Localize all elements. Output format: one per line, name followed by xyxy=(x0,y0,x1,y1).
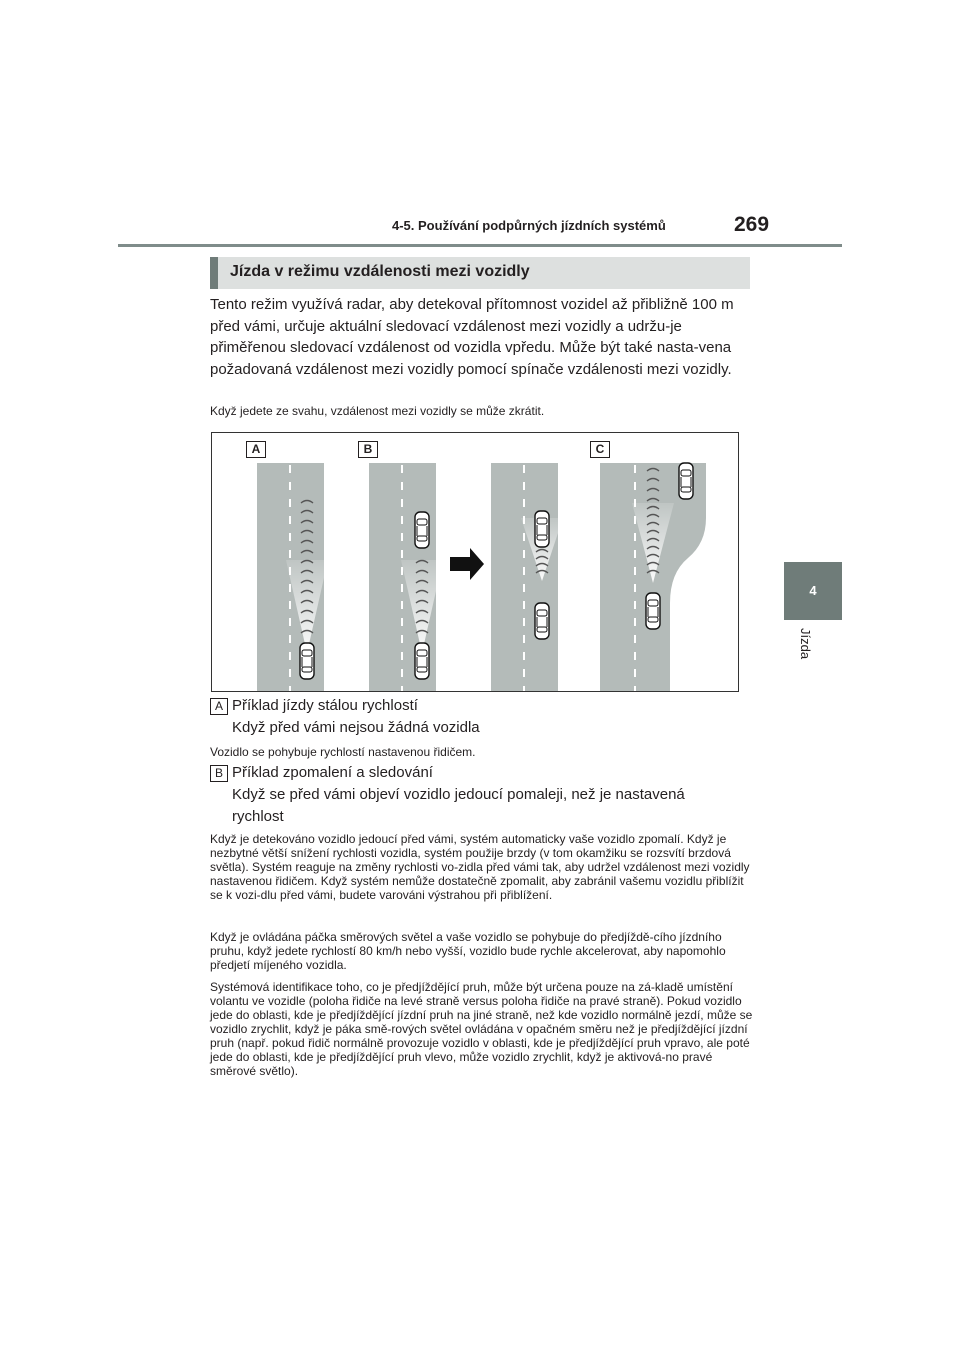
acc-figure xyxy=(211,432,739,692)
own-vehicle-icon xyxy=(535,603,549,639)
chapter-tab: 4 xyxy=(784,562,842,620)
chapter-label: Jízda xyxy=(798,628,813,660)
transition-arrow-icon xyxy=(450,548,484,580)
road-b2 xyxy=(491,463,558,692)
item-b-note-3: Systémová identifikace toho, co je předjíždějící pruh, může být určena pouze na zá-kladě umístění volantu ve vozidle (poloha řidiče na levé straně versus poloha řidiče na pravé straně). Pokud vozidlo jede do oblasti, kde je předjíždějící jízdní pruh na jiné straně, než kde vozidlo normálně jezdí, může se vozidlo zrychlit, když je páka smě-rových světel ovládána v opačném směru než je předjíždějící jízdní pruh (např. pokud řidič normálně provozuje vozidlo v oblasti, kde je předjíždějící pruh vpravo, ale poté jede do oblasti, kde je předjíždějící pruh vlevo, může vozidlo zrychlit, když je aktivová-no pravé směrové světlo). xyxy=(210,980,753,1078)
section-heading-text: Jízda v režimu vzdálenosti mezi vozidly xyxy=(230,263,530,280)
section-title-header: 4-5. Používání podpůrných jízdních systémů xyxy=(392,218,666,233)
preceding-vehicle-icon xyxy=(415,512,429,548)
own-vehicle-icon xyxy=(415,643,429,679)
page-number: 269 xyxy=(734,213,770,236)
section-heading xyxy=(210,257,750,289)
figure-label-a: A xyxy=(246,441,266,458)
item-b-note-2: Když je ovládána páčka směrových světel a vaše vozidlo se pohybuje do předjíždě-cího jízdního pruhu, když jedete rychlostí 80 km/h nebo vyšší, vozidlo bude rychle akcelerovat, aby napomohlo předjetí míjeného vozidla. xyxy=(210,930,726,972)
own-vehicle-icon xyxy=(646,593,660,629)
item-a-subtitle: Když před vámi nejsou žádná vozidla xyxy=(232,719,480,736)
figure-label-c: C xyxy=(590,441,610,458)
preceding-vehicle-icon xyxy=(535,511,549,547)
item-label-b: B xyxy=(210,765,228,782)
item-b-subtitle: Když se před vámi objeví vozidlo jedoucí pomaleji, než je nastavená rychlost xyxy=(232,786,685,825)
item-a-title: Příklad jízdy stálou rychlostí xyxy=(232,697,418,714)
own-vehicle-icon xyxy=(300,643,314,679)
header-divider xyxy=(118,244,842,247)
chapter-label-container xyxy=(784,620,842,700)
item-label-a: A xyxy=(210,698,228,715)
item-b-note-1: Když je detekováno vozidlo jedoucí před vámi, systém automaticky vaše vozidlo zpomalí. Když je nezbytné větší snížení rychlosti vozidla, systém použije brzdy (v tom okamžiku se rozsvítí brzdová světla). Systém reaguje na změny rychlosti vo-zidla před vámi tak, aby udržel vzdálenost mezi vozidly nastavenou řidičem. Když systém nemůže dostatečně zpomalit, aby zabránil vašemu vozidlu přiblížit se k vozi-dlu před vámi, budete varováni výstrahou při přiblížení. xyxy=(210,832,750,902)
passed-vehicle-icon xyxy=(679,463,693,499)
intro-paragraph: Tento režim využívá radar, aby detekoval přítomnost vozidel až přibližně 100 m před vámi, určuje aktuální sledovací vzdálenost mezi vozidly a udržu-je přiměřenou sledovací vzdálenost od vozidla vpředu. Může být také nasta-vena požadovaná vzdálenost mezi vozidly pomocí spínače vzdálenosti mezi vozidly. xyxy=(210,296,734,378)
item-a-note: Vozidlo se pohybuje rychlostí nastavenou řidičem. xyxy=(210,745,476,759)
acc-illustration xyxy=(212,433,739,692)
figure-label-b: B xyxy=(358,441,378,458)
intro-note: Když jedete ze svahu, vzdálenost mezi vozidly se může zkrátit. xyxy=(210,404,545,418)
item-b-title: Příklad zpomalení a sledování xyxy=(232,764,433,781)
